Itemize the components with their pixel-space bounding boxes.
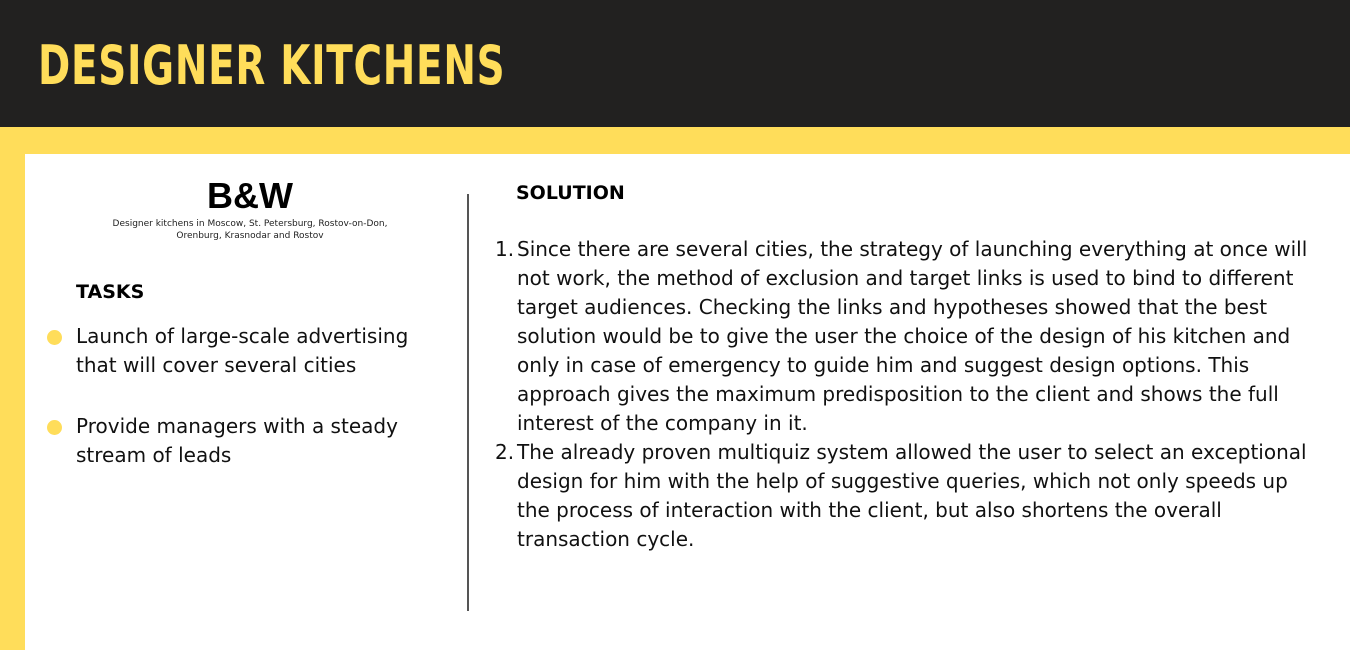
column-divider (467, 194, 469, 611)
solution-number: 2. (495, 440, 515, 464)
content-panel (25, 154, 1350, 650)
solution-number: 1. (495, 237, 515, 261)
solution-heading: SOLUTION (516, 182, 625, 204)
solution-item (495, 235, 1317, 438)
solution-item (495, 438, 1317, 554)
solution-text: Since there are several cities, the strategy of launching everything at once will not work, the method of exclusion and target links is used to bind to different target audiences. Checking the links and hypotheses showed that the best solution would be to give the user the choice of the design of his kitchen and only in case of emergency to guide him and suggest design options. This approach gives the maximum predisposition to the client and shows the full interest of the company in it. (517, 237, 1308, 435)
bullet-dot-icon (47, 420, 62, 435)
solution-list (495, 235, 1317, 554)
task-text: Provide managers with a steady stream of leads (76, 414, 398, 467)
brand-name: B&W (207, 175, 293, 216)
header-bar (0, 0, 1350, 127)
solution-text: The already proven multiquiz system allowed the user to select an exceptional design for him with the help of suggestive queries, which not only speeds up the process of interaction with the client, but also shortens the overall transaction cycle. (517, 440, 1307, 551)
tasks-heading: TASKS (76, 281, 145, 303)
bullet-dot-icon (47, 330, 62, 345)
page-title: DESIGNER KITCHENS (38, 34, 506, 97)
task-item (76, 322, 436, 380)
brand-block (100, 176, 400, 242)
brand-description: Designer kitchens in Moscow, St. Petersburg, Rostov-on-Don, Orenburg, Krasnodar and Rostov (112, 219, 388, 241)
task-item (76, 412, 436, 470)
task-text: Launch of large-scale advertising that will cover several cities (76, 324, 409, 377)
